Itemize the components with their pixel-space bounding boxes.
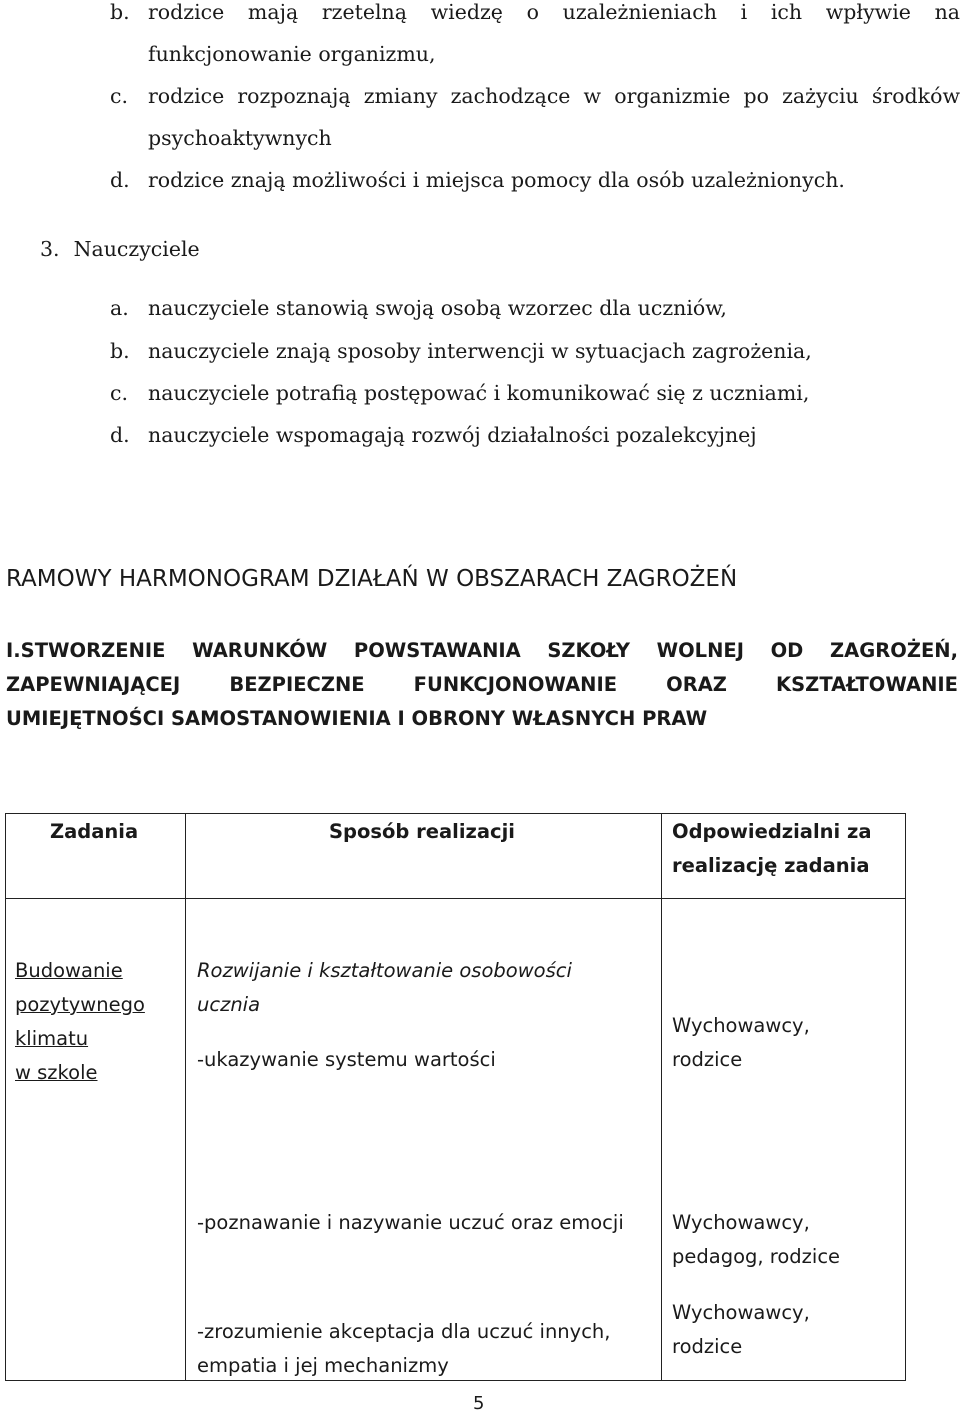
section-number: 3. (40, 237, 60, 261)
table-header-method: Sposób realizacji (329, 820, 515, 843)
list-item (110, 372, 960, 414)
task-line: Budowanie (15, 959, 123, 982)
list-item (110, 287, 960, 329)
list-item-text-line2: funkcjonowanie organizmu, (148, 42, 436, 66)
list-item (110, 330, 960, 372)
list-item-text: nauczyciele stanowią swoją osobą wzorzec dla uczniów, (148, 296, 727, 320)
table-header-tasks: Zadania (50, 820, 139, 843)
task-line: klimatu (15, 1027, 89, 1050)
header-row-divider (6, 898, 905, 899)
list-item-text-line1: rodzice rozpoznają zmiany zachodzące w organizmie po zażyciu środków (148, 84, 960, 108)
main-title: RAMOWY HARMONOGRAM DZIAŁAŃ W OBSZARACH ZAGROŻEŃ (6, 566, 738, 592)
list-item-continuation (110, 33, 960, 75)
method-heading: Rozwijanie i kształtowanie osobowości ucznia (197, 959, 572, 1016)
list-marker: a. (110, 296, 129, 320)
sub-title-line: I.STWORZENIE WARUNKÓW POWSTAWANIA SZKOŁY WOLNEJ OD ZAGROŻEŃ, (6, 639, 958, 662)
responsible-cell: Wychowawcy, rodzice (672, 1014, 810, 1071)
list-marker: c. (110, 84, 128, 108)
responsible-cell: Wychowawcy, pedagog, rodzice (672, 1211, 841, 1268)
list-item-text: nauczyciele potrafią postępować i komunikować się z uczniami, (148, 381, 810, 405)
section-heading-teachers (40, 228, 200, 270)
list-marker: c. (110, 381, 128, 405)
list-item-continuation (110, 117, 960, 159)
section-title: Nauczyciele (73, 237, 200, 261)
responsible-cell: Wychowawcy, rodzice (672, 1301, 810, 1358)
task-line: pozytywnego (15, 993, 145, 1016)
sub-title-line: ZAPEWNIAJĄCEJ BEZPIECZNE FUNKCJONOWANIE ORAZ KSZTAŁTOWANIE (6, 673, 958, 696)
table-header-responsible: Odpowiedzialni za realizację zadania (672, 820, 872, 877)
list-item-text-line2: psychoaktywnych (148, 126, 332, 150)
list-item (110, 0, 960, 33)
list-item-text-line1: rodzice mają rzetelną wiedzę o uzależnieniach i ich wpływie na (148, 0, 960, 24)
list-marker: b. (110, 339, 130, 363)
list-item (110, 75, 960, 117)
method-item: -zrozumienie akceptacja dla uczuć innych, empatia i jej mechanizmy (197, 1320, 611, 1377)
sub-title (6, 634, 958, 736)
method-item: -poznawanie i nazywanie uczuć oraz emocji (197, 1211, 624, 1234)
list-item-text: nauczyciele znają sposoby interwencji w sytuacjach zagrożenia, (148, 339, 812, 363)
page-number: 5 (473, 1393, 485, 1414)
task-line: w szkole (15, 1061, 98, 1084)
list-marker: d. (110, 168, 130, 192)
list-marker: b. (110, 0, 130, 24)
list-marker: d. (110, 423, 130, 447)
list-item-text: rodzice znają możliwości i miejsca pomocy dla osób uzależnionych. (148, 168, 845, 192)
method-item: -ukazywanie systemu wartości (197, 1048, 496, 1071)
list-item (110, 414, 960, 456)
sub-title-line: UMIEJĘTNOŚCI SAMOSTANOWIENIA I OBRONY WŁASNYCH PRAW (6, 707, 708, 730)
list-item (110, 159, 960, 201)
list-item-text: nauczyciele wspomagają rozwój działalności pozalekcyjnej (148, 423, 757, 447)
schedule-table (5, 813, 906, 1381)
